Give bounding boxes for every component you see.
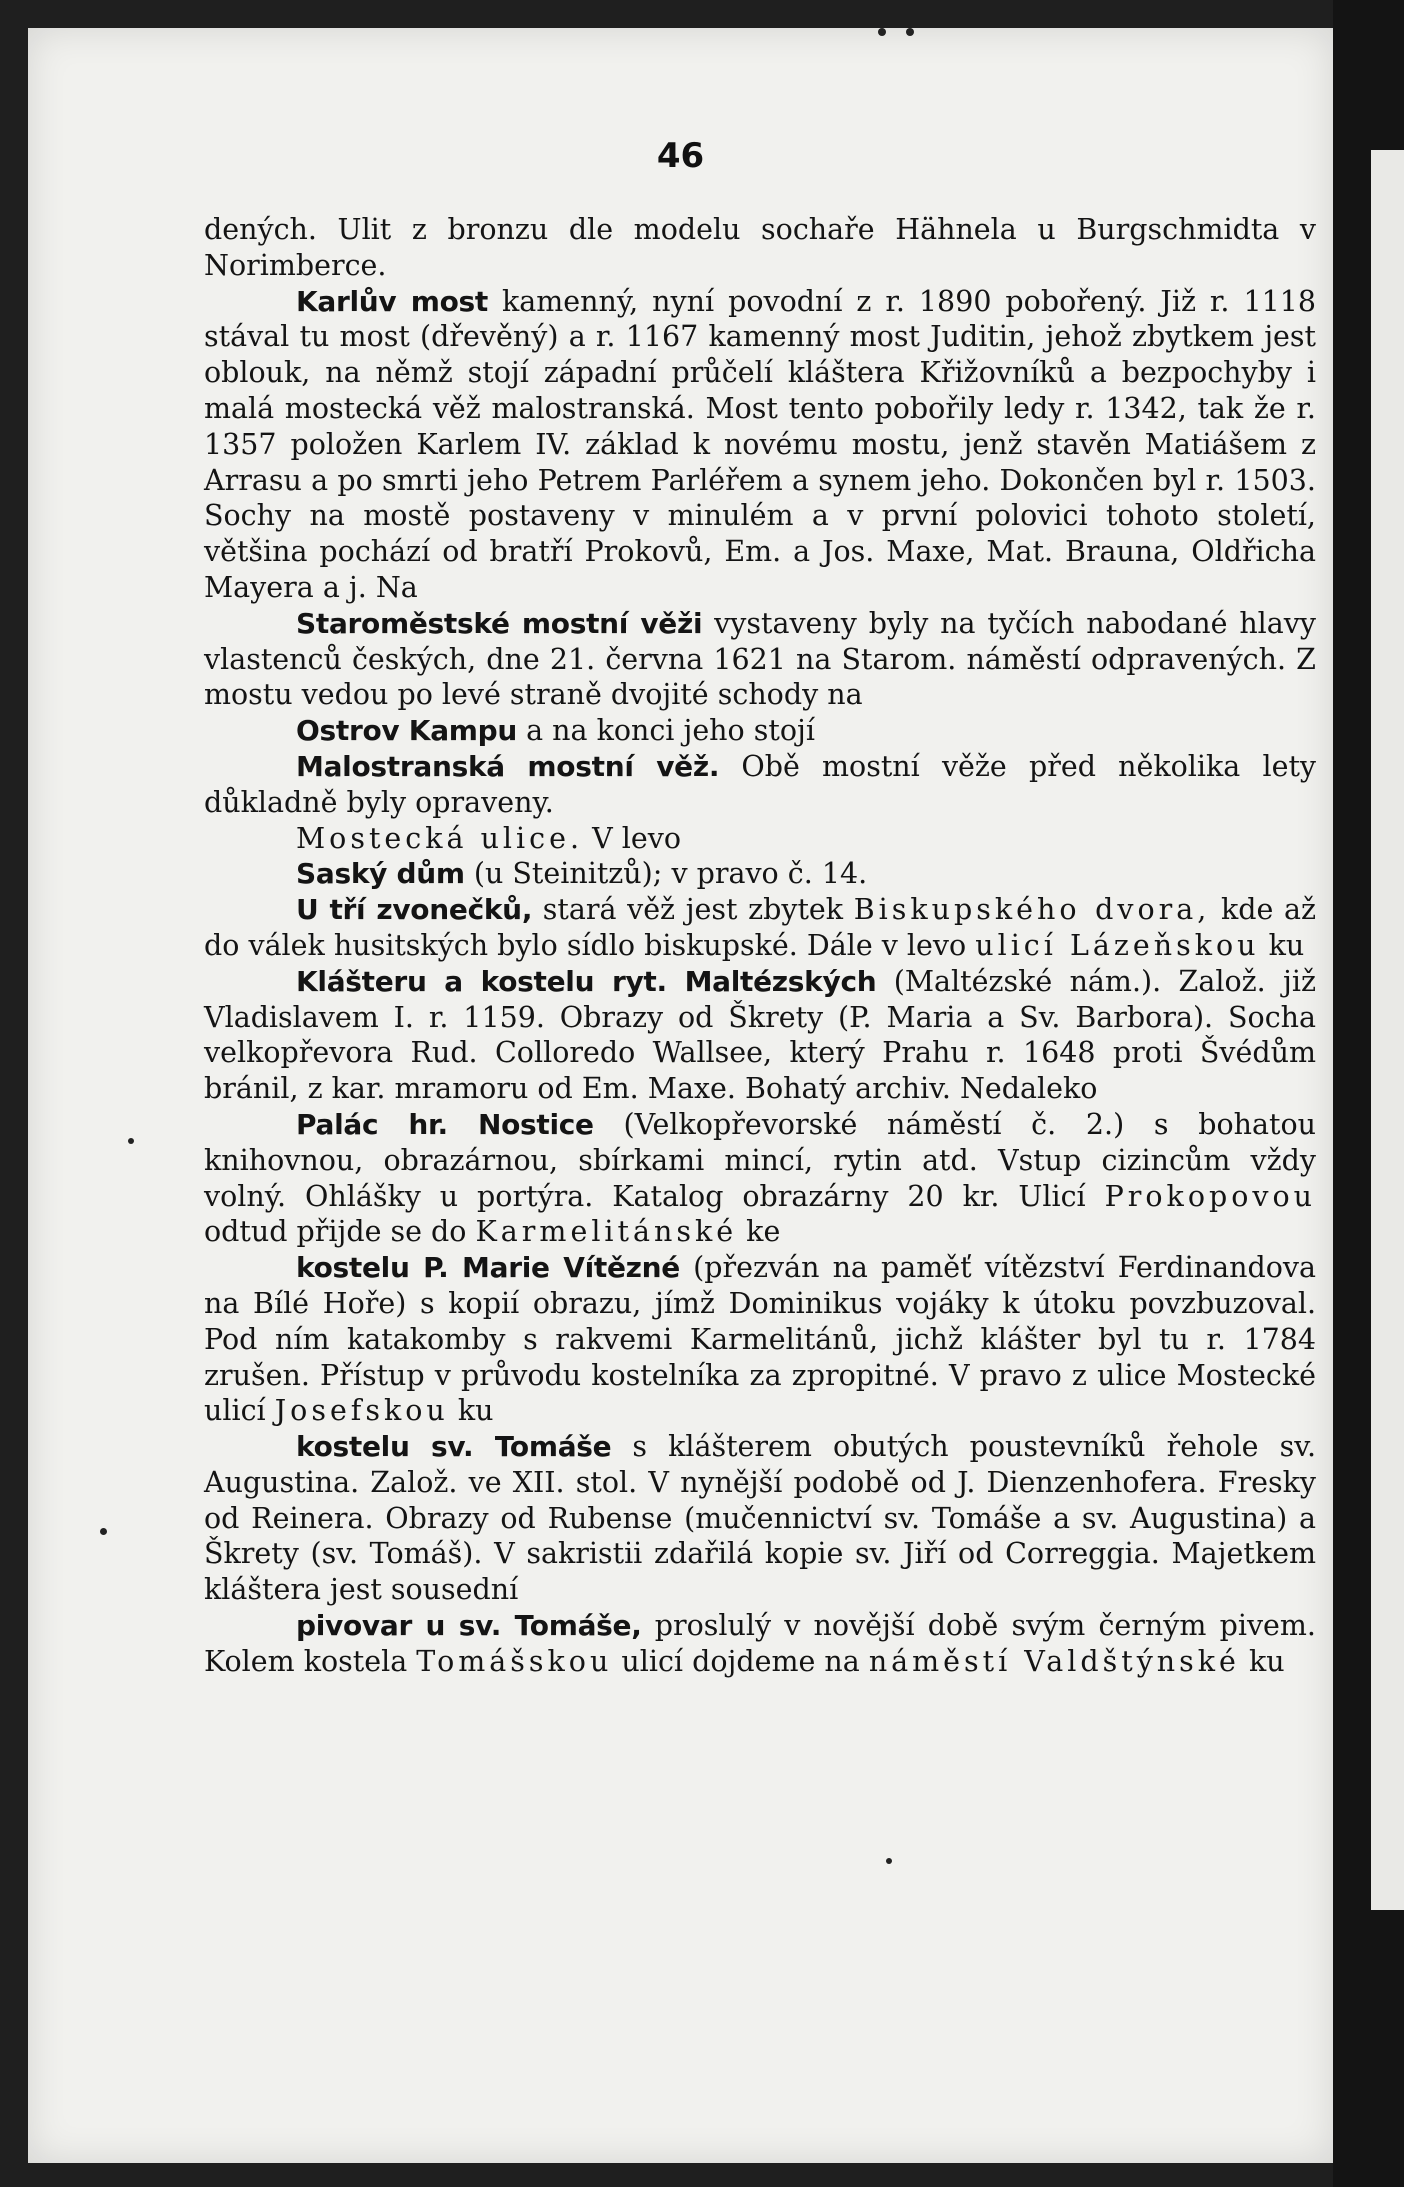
spaced-street-name: Prokopovou xyxy=(1104,1179,1316,1213)
text-run: (Maltézské nám.). Založ. již Vladislavem I. r. 1159. Obrazy od Škrety (P. Maria a Sv. Barbora). Socha velkopřevora Rud. Colloredo Wallsee, který Prahu r. 1648 proti Švédům bránil, z kar. mramoru od Em. Maxe. Bohatý archiv. Nedaleko xyxy=(204,964,1316,1106)
heading-keyword: Palác hr. Nostice xyxy=(296,1107,594,1141)
spaced-street-name: Mostecká ulice. xyxy=(296,821,584,855)
ink-speck xyxy=(128,1138,134,1144)
text-paragraph xyxy=(204,749,1316,821)
text-run: dených. Ulit z bronzu dle modelu sochaře Hähnela u Burgschmidta v Norimberce. xyxy=(204,213,1316,282)
text-paragraph xyxy=(204,1107,1316,1250)
text-run: ku xyxy=(1259,928,1305,962)
text-run: odtud přijde se do xyxy=(204,1215,476,1249)
spaced-street-name: ulicí Lázeňskou xyxy=(975,928,1260,962)
text-run: a na konci jeho stojí xyxy=(517,714,815,748)
ink-speck xyxy=(886,1858,892,1864)
heading-keyword: Staroměstské mostní věži xyxy=(296,606,703,640)
text-run: s klášterem obutých poustevníků řehole sv. Augustina. Založ. ve XII. stol. V nynější podobě od J. Dienzenhofera. Fresky od Reinera. Obrazy od Rubense (mučennictví sv. Tomáše a sv. Augustina) a Škrety (sv. Tomáš). V sakristii zdařilá kopie sv. Jiří od Correggia. Majetkem kláštera jest sousední xyxy=(204,1430,1316,1607)
heading-keyword: pivovar u sv. Tomáše, xyxy=(296,1609,642,1643)
text-paragraph xyxy=(204,284,1316,606)
text-run: (Velkopřevorské náměstí č. 2.) s bohatou knihovnou, obrazárnou, sbírkami mincí, rytin atd. Vstup cizincům vždy volný. Ohlášky u portýra. Katalog obrazárny 20 kr. Ulicí xyxy=(204,1107,1316,1213)
text-run: kde až do válek husitských bylo sídlo biskupské. Dále v levo xyxy=(204,893,1316,962)
text-paragraph xyxy=(204,1250,1316,1429)
text-run: vystaveny byly na tyčích nabodané hlavy vlastenců českých, dne 21. června 1621 na Starom. náměstí odpravených. Z mostu vedou po levé straně dvojité schody na xyxy=(204,606,1316,712)
spaced-street-name: Josefskou xyxy=(274,1394,449,1428)
text-run: ku xyxy=(448,1394,494,1428)
spaced-street-name: Biskupského dvora, xyxy=(853,893,1211,927)
text-paragraph xyxy=(204,606,1316,713)
text-paragraph xyxy=(204,892,1316,964)
heading-keyword: kostelu P. Marie Vítězné xyxy=(296,1251,680,1285)
spaced-street-name: Karmelitánské xyxy=(475,1215,738,1249)
body-text xyxy=(204,212,1316,1680)
adjacent-page-edge xyxy=(1333,0,1404,2187)
heading-keyword: kostelu sv. Tomáše xyxy=(296,1430,612,1464)
ink-speck xyxy=(100,1528,107,1535)
heading-keyword: Klášteru a kostelu ryt. Maltézských xyxy=(296,964,877,998)
page-number: 46 xyxy=(656,136,705,176)
text-run: ke xyxy=(737,1215,781,1249)
text-run: ulicí dojdeme na xyxy=(612,1644,869,1678)
text-run: ku xyxy=(1239,1644,1285,1678)
text-run: (přezván na paměť vítězství Ferdinandova na Bílé Hoře) s kopií obrazu, jímž Dominikus vojáky k útoku povzbuzoval. Pod ním katakomby s rakvemi Karmelitánů, jichž klášter byl tu r. 1784 zrušen. Přístup v průvodu kostelníka za zpropitné. V pravo z ulice Mostecké ulicí xyxy=(204,1251,1316,1428)
heading-keyword: Karlův most xyxy=(296,284,489,318)
text-run: V levo xyxy=(583,821,681,855)
text-paragraph xyxy=(204,713,1316,749)
text-run: (u Steinitzů); v pravo č. 14. xyxy=(464,857,868,891)
ink-speck xyxy=(906,28,914,36)
text-paragraph xyxy=(204,1429,1316,1608)
text-paragraph xyxy=(204,964,1316,1107)
heading-keyword: Saský dům xyxy=(296,857,465,891)
text-paragraph xyxy=(204,1608,1316,1680)
heading-keyword: U tří zvonečků, xyxy=(296,893,533,927)
spaced-street-name: náměstí Valdštýnské xyxy=(868,1644,1240,1678)
ink-speck xyxy=(878,28,886,36)
text-paragraph xyxy=(204,821,1316,857)
text-run: Obě mostní věže před několika lety důkladně byly opraveny. xyxy=(204,749,1316,819)
adjacent-page-sliver xyxy=(1371,150,1404,1910)
heading-keyword: Ostrov Kampu xyxy=(296,714,518,748)
text-run: proslulý v novější době svým černým pivem. Kolem kostela xyxy=(204,1609,1316,1678)
text-run: kamenný, nyní povodní z r. 1890 pobořený. Již r. 1118 stával tu most (dřevěný) a r. 1167 kamenný most Juditin, jehož zbytkem jest oblouk, na němž stojí západní průčelí kláštera Křižovníků a bezpochyby i malá mostecká věž malostranská. Most tento pobořily ledy r. 1342, tak že r. 1357 položen Karlem IV. základ k novému mostu, jenž stavěn Matiášem z Arrasu a po smrti jeho Petrem Parléřem a synem jeho. Dokončen byl r. 1503. Sochy na mostě postaveny v minulém a v první polovici tohoto století, většina pochází od bratří Prokovů, Em. a Jos. Maxe, Mat. Brauna, Oldřicha Mayera a j. Na xyxy=(204,284,1316,604)
text-paragraph xyxy=(204,212,1316,284)
text-paragraph xyxy=(204,856,1316,892)
heading-keyword: Malostranská mostní věž. xyxy=(296,749,720,783)
text-run: stará věž jest zbytek xyxy=(532,893,854,927)
spaced-street-name: Tomášskou xyxy=(416,1644,613,1678)
